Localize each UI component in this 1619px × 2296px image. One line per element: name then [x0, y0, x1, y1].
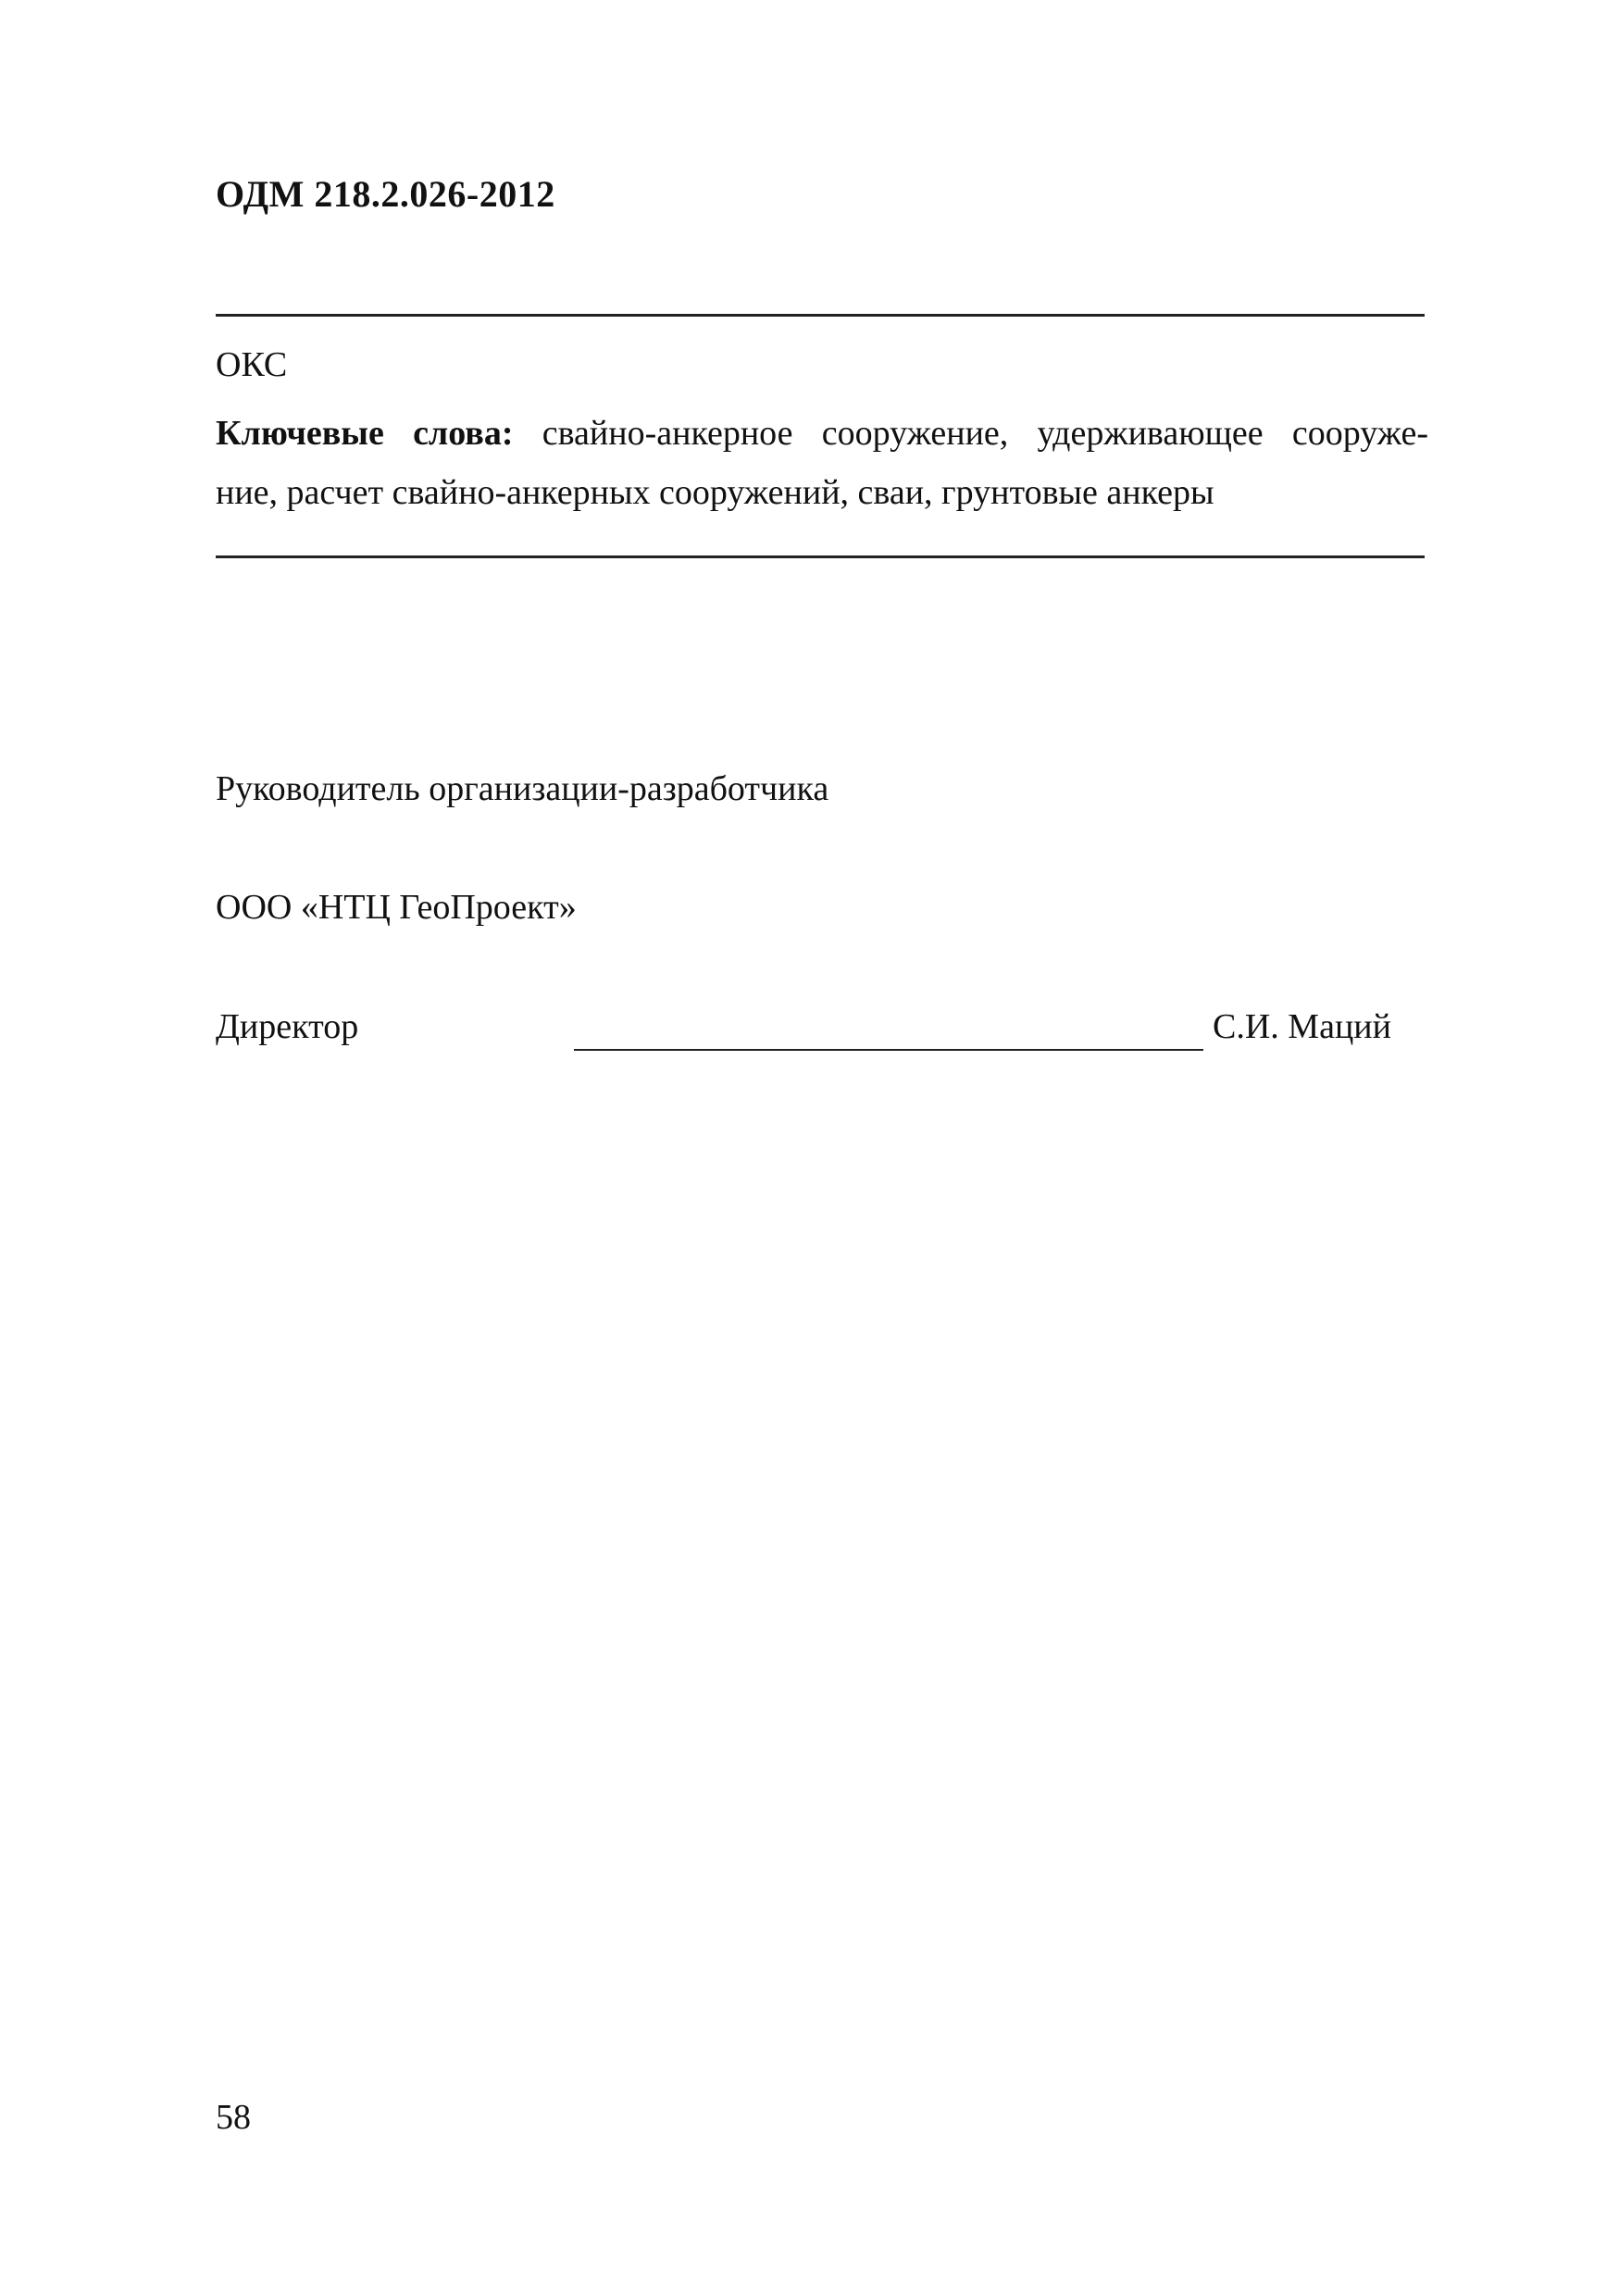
keywords-paragraph — [216, 404, 1428, 522]
keywords-line-1 — [216, 404, 1428, 463]
signer-name: С.И. Маций — [1213, 1007, 1391, 1046]
top-divider — [216, 314, 1425, 317]
page-number: 58 — [216, 2098, 251, 2137]
keywords-text-1: свайно-анкерное сооружение, удерживающее сооруже- — [513, 414, 1429, 453]
signature-line — [574, 1049, 1203, 1051]
oks-label: ОКС — [216, 345, 288, 384]
bottom-divider — [216, 555, 1425, 558]
head-title: Руководитель организации-разработчика — [216, 769, 829, 808]
signer-position: Директор — [216, 1007, 359, 1046]
keywords-label: Ключевые слова: — [216, 414, 514, 453]
keywords-line-2: ние, расчет свайно-анкерных сооружений, сваи, грунтовые анкеры — [216, 473, 1214, 512]
document-code: ОДМ 218.2.026-2012 — [216, 173, 555, 215]
organization-name: ООО «НТЦ ГеоПроект» — [216, 888, 577, 927]
